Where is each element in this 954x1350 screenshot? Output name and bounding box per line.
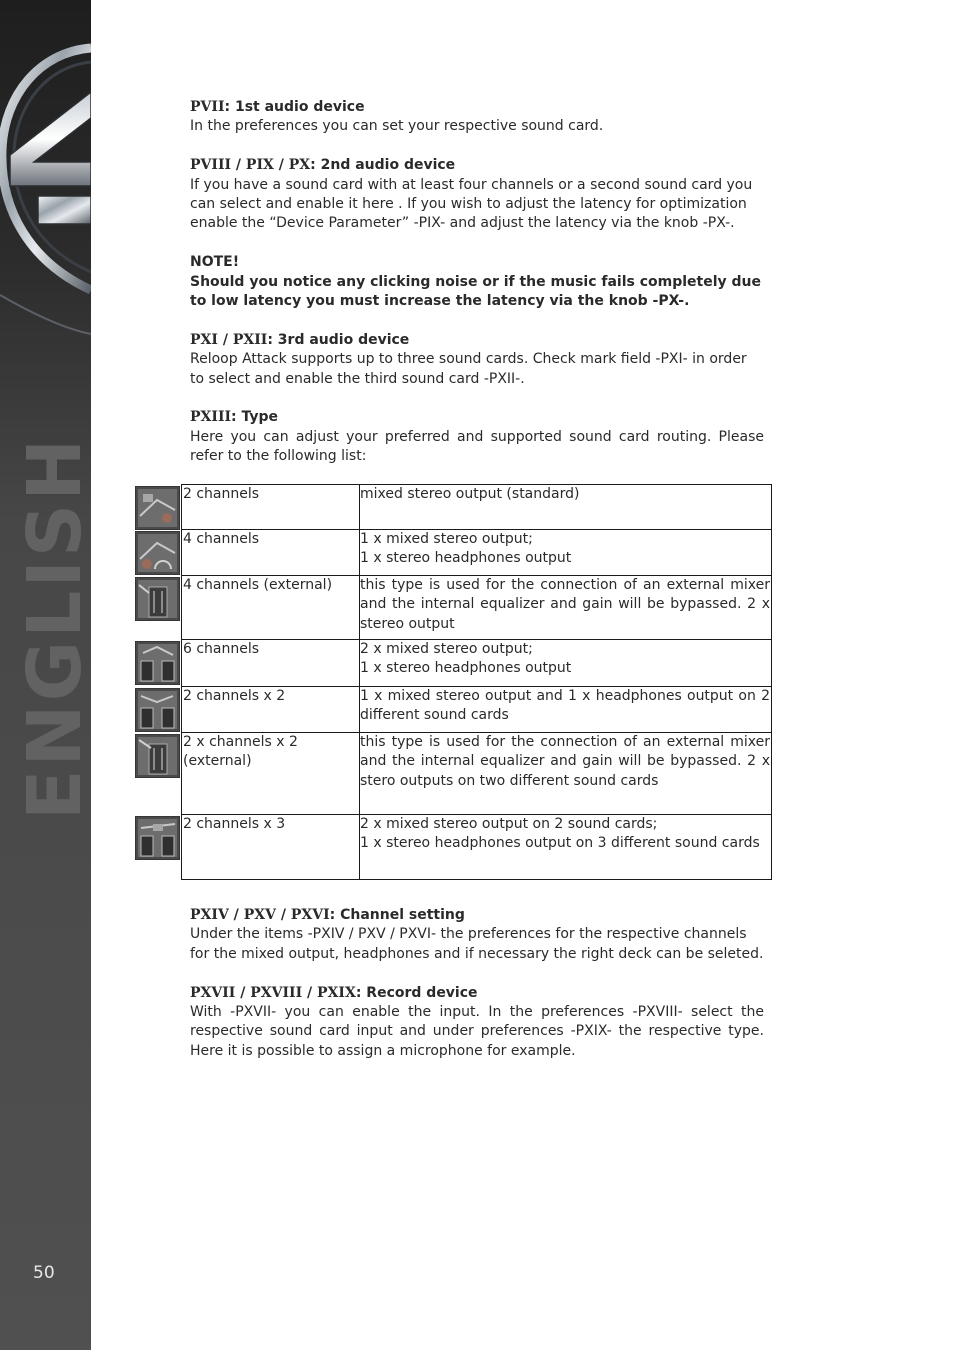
- section-body: With -PXVII- you can enable the input. In the preferences -PXVIII- select the respective sound card input and under preferences -PXIX- the respective type. Here it is possible to assign a microphone for example.: [190, 1004, 764, 1059]
- description-cell: 1 x mixed stereo output; 1 x stereo headphones output: [360, 530, 772, 576]
- thumbnail-cell: [135, 815, 182, 880]
- page-number: 50: [33, 1263, 55, 1283]
- soundcard-thumbnail-icon: [135, 486, 180, 530]
- section-1st-audio-device: [190, 98, 764, 137]
- note-box: [190, 253, 764, 311]
- note-body: Should you notice any clicking noise or if the music fails completely due to low latency you must increase the latency via the knob -PX-.: [190, 273, 762, 310]
- thumbnail-cell: [135, 485, 182, 530]
- type-cell: 6 channels: [182, 640, 360, 687]
- type-cell: 4 channels (external): [182, 576, 360, 640]
- type-cell: 2 channels: [182, 485, 360, 530]
- routing-table: [135, 484, 772, 880]
- description-cell: mixed stereo output (standard): [360, 485, 772, 530]
- main-content: [190, 98, 764, 486]
- table-row: [135, 815, 772, 880]
- type-cell: 4 channels: [182, 530, 360, 576]
- soundcard-headphones-thumbnail-icon: [135, 531, 180, 575]
- section-body: Here you can adjust your preferred and supported sound card routing. Please refer to the following list:: [190, 428, 764, 465]
- type-cell: 2 x channels x 2 (external): [182, 733, 360, 815]
- section-body: In the preferences you can set your respective sound card.: [190, 118, 604, 135]
- external-mixer-thumbnail-icon: [135, 734, 180, 778]
- thumbnail-cell: [135, 576, 182, 640]
- section-body: Reloop Attack supports up to three sound cards. Check mark field -PXI- in order to select and enable the third sound card -PXII-.: [190, 351, 747, 387]
- table-row: [135, 530, 772, 576]
- thumbnail-cell: [135, 733, 182, 815]
- two-soundcards-thumbnail-icon: [135, 688, 180, 732]
- table-row: [135, 576, 772, 640]
- table-row: [135, 733, 772, 815]
- description-cell: 2 x mixed stereo output; 1 x stereo headphones output: [360, 640, 772, 687]
- description-cell: 1 x mixed stereo output and 1 x headphones output on 2 different sound cards: [360, 687, 772, 733]
- section-heading: PXVII / PXVIII / PXIX: Record device: [190, 984, 478, 1001]
- soundcard-speakers-thumbnail-icon: [135, 641, 180, 685]
- section-heading: PXIII: Type: [190, 409, 279, 426]
- brand-logo: [0, 0, 91, 360]
- section-body: If you have a sound card with at least four channels or a second sound card you can select and enable it here . If you wish to adjust the latency for optimization enable the “Device Parameter” -PIX- and adjust the latency via the knob -PX-.: [190, 176, 753, 232]
- description-cell: this type is used for the connection of an external mixer and the internal equalizer and gain will be bypassed. 2 x stereo output: [360, 576, 772, 640]
- section-heading: PVII: 1st audio device: [190, 99, 365, 115]
- table-row: [135, 485, 772, 530]
- three-soundcards-thumbnail-icon: [135, 816, 180, 860]
- sidebar: [0, 0, 98, 1350]
- thumbnail-cell: [135, 640, 182, 687]
- main-content-bottom: [190, 906, 764, 1081]
- section-2nd-audio-device: [190, 156, 764, 234]
- section-heading: PXIV / PXV / PXVI: Channel setting: [190, 907, 465, 923]
- thumbnail-cell: [135, 687, 182, 733]
- table-row: [135, 687, 772, 733]
- section-channel-setting: [190, 906, 764, 964]
- type-cell: 2 channels x 2: [182, 687, 360, 733]
- type-cell: 2 channels x 3: [182, 815, 360, 880]
- section-3rd-audio-device: [190, 331, 764, 389]
- section-heading: PVIII / PIX / PX: 2nd audio device: [190, 157, 456, 174]
- thumbnail-cell: [135, 530, 182, 576]
- description-cell: this type is used for the connection of an external mixer and the internal equalizer and gain will be bypassed. 2 x stero outputs on two different sound cards: [360, 733, 772, 815]
- language-label: ENGLISH: [12, 435, 98, 820]
- section-record-device: [190, 984, 764, 1062]
- section-type: [190, 408, 764, 466]
- note-title: NOTE!: [190, 254, 240, 271]
- section-heading: PXI / PXII: 3rd audio device: [190, 331, 410, 348]
- table-row: [135, 640, 772, 687]
- external-mixer-thumbnail-icon: [135, 577, 180, 621]
- description-cell: 2 x mixed stereo output on 2 sound cards; 1 x stereo headphones output on 3 different sound cards: [360, 815, 772, 880]
- section-body: Under the items -PXIV / PXV / PXVI- the preferences for the respective channels for the mixed output, headphones and if necessary the right deck can be seleted.: [190, 926, 764, 962]
